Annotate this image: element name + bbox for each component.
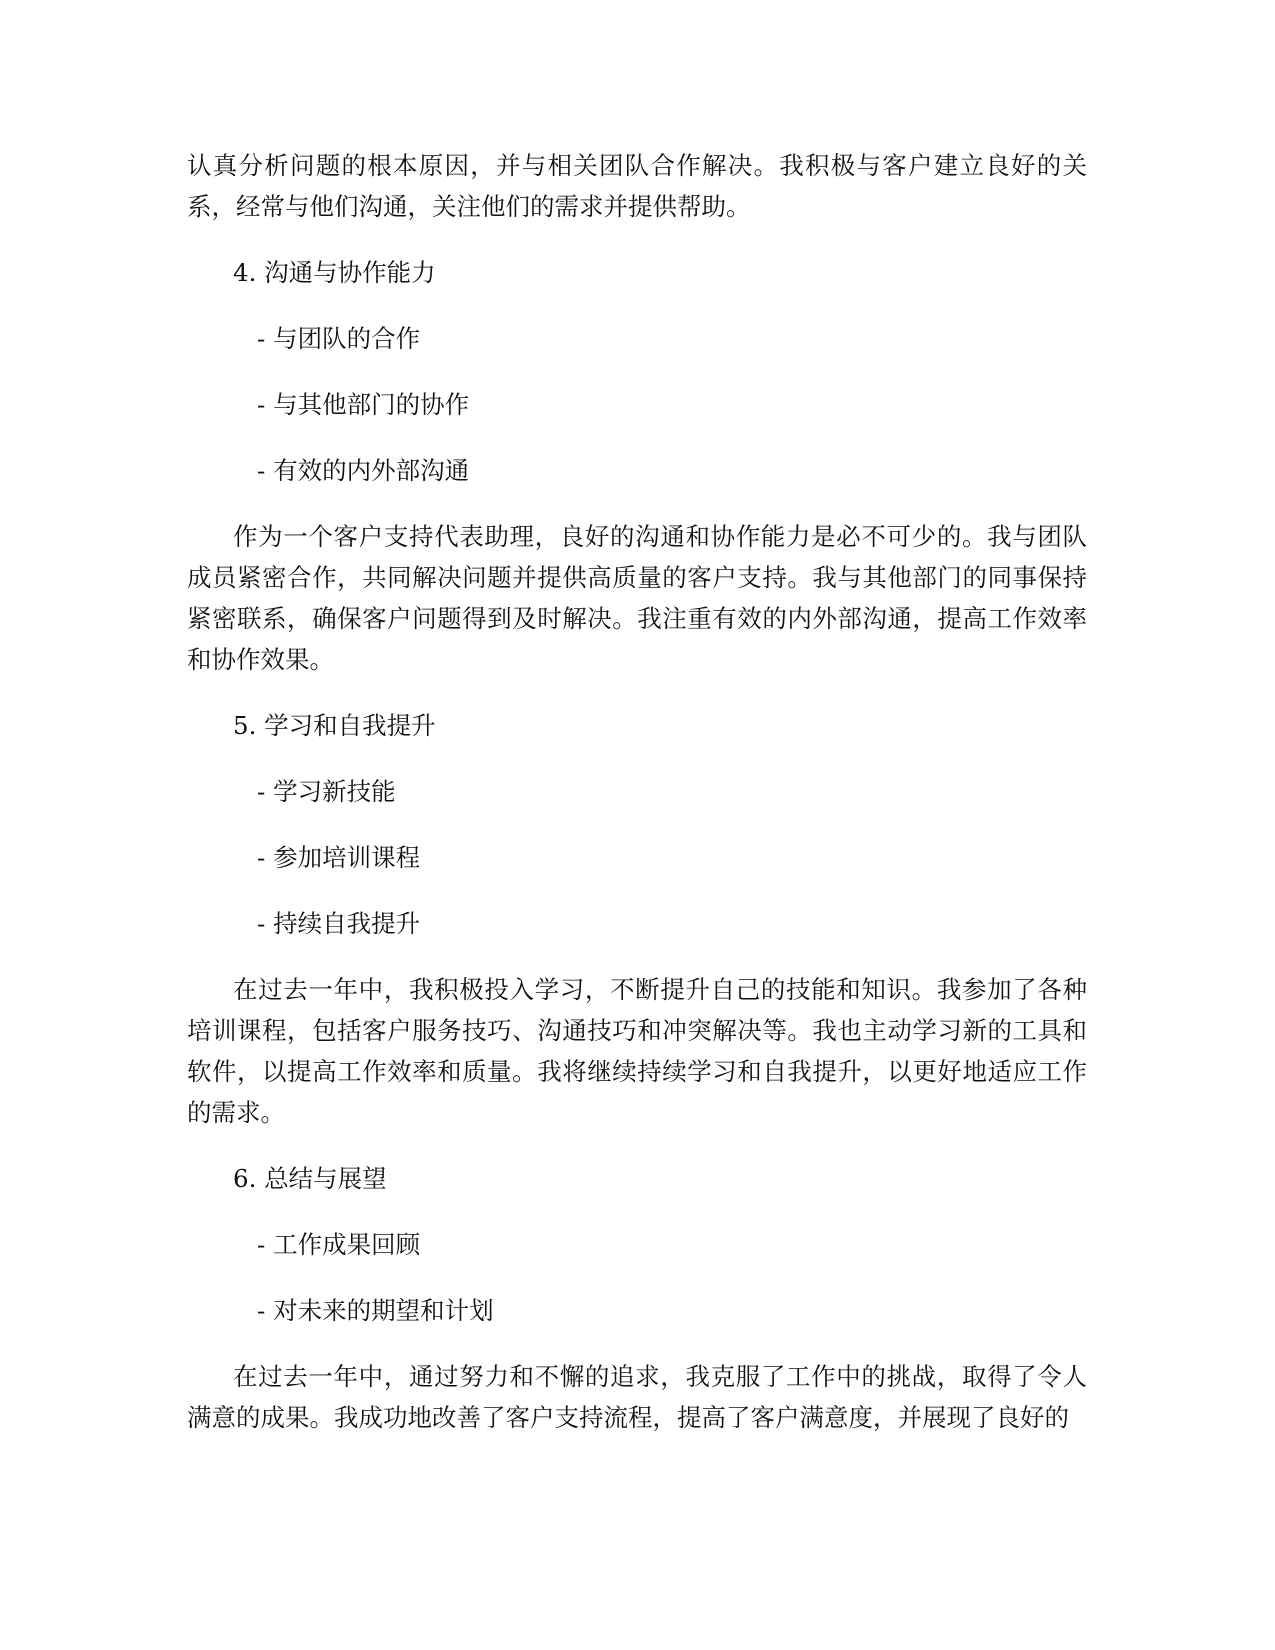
bullet-item: - 工作成果回顾 <box>257 1230 421 1259</box>
section-paragraph: 在过去一年中，通过努力和不懈的追求，我克服了工作中的挑战，取得了令人满意的成果。我成功地改善了客户支持流程，提高了客户满意度，并展现了良好的 <box>187 1362 1087 1432</box>
bullet-item: - 持续自我提升 <box>257 909 421 938</box>
section-summary <box>187 1158 1087 1438</box>
section-heading: 5. 学习和自我提升 <box>233 711 436 740</box>
section-heading: 4. 沟通与协作能力 <box>233 258 436 287</box>
bullet-item: - 有效的内外部沟通 <box>257 456 470 485</box>
bullet-item: - 对未来的期望和计划 <box>257 1296 494 1325</box>
bullet-item: - 与其他部门的协作 <box>257 390 470 419</box>
section-paragraph: 在过去一年中，我积极投入学习，不断提升自己的技能和知识。我参加了各种培训课程，包括客户服务技巧、沟通技巧和冲突解决等。我也主动学习新的工具和软件，以提高工作效率和质量。我将继续持续学习和自我提升，以更好地适应工作的需求。 <box>187 975 1087 1127</box>
document-body <box>187 145 1087 1463</box>
section-paragraph: 作为一个客户支持代表助理，良好的沟通和协作能力是必不可少的。我与团队成员紧密合作，共同解决问题并提供高质量的客户支持。我与其他部门的同事保持紧密联系，确保客户问题得到及时解决。我注重有效的内外部沟通，提高工作效率和协作效果。 <box>187 522 1087 674</box>
bullet-item: - 参加培训课程 <box>257 843 421 872</box>
section-learning <box>187 705 1087 1133</box>
bullet-item: - 与团队的合作 <box>257 324 421 353</box>
intro-paragraph: 认真分析问题的根本原因，并与相关团队合作解决。我积极与客户建立良好的关系，经常与他们沟通，关注他们的需求并提供帮助。 <box>187 151 1087 221</box>
section-communication <box>187 252 1087 680</box>
section-heading: 6. 总结与展望 <box>233 1164 387 1193</box>
bullet-item: - 学习新技能 <box>257 777 396 806</box>
